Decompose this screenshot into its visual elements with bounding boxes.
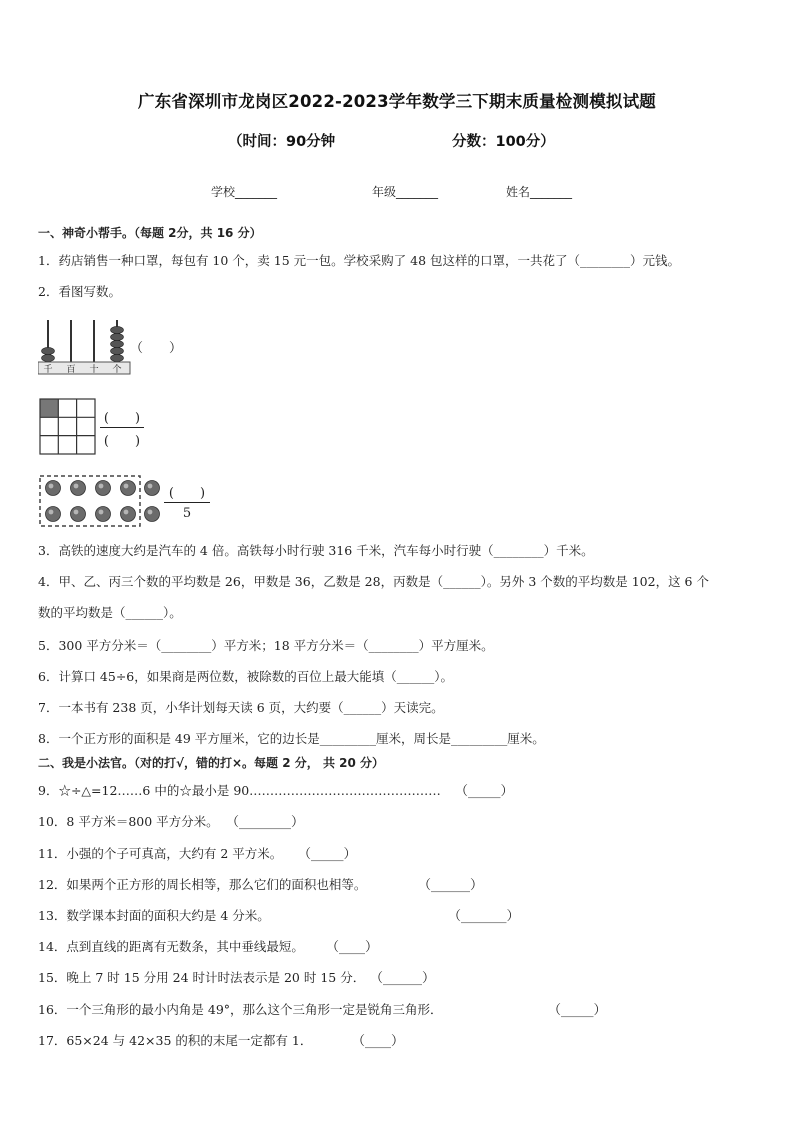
question-6: 6．计算口 45÷6，如果商是两位数，被除数的百位上最大能填（______）。 bbox=[38, 669, 454, 684]
section-2-heading: 二、我是小法官。（对的打√，错的打×。每题 2 分， 共 20 分） bbox=[38, 756, 384, 770]
time-label: （时间：90分钟 bbox=[228, 134, 336, 150]
question-9-answer[interactable]: （_____） bbox=[455, 784, 514, 799]
question-15: 15．晚上 7 时 15 分用 24 时计时法表示是 20 时 15 分． bbox=[38, 970, 366, 985]
page-title: 广东省深圳市龙岗区2022-2023学年数学三下期末质量检测模拟试题 bbox=[138, 92, 656, 111]
question-13-answer[interactable]: （_______） bbox=[448, 909, 520, 924]
abacus-bead bbox=[42, 354, 55, 361]
dot bbox=[121, 507, 136, 522]
abacus-bead bbox=[111, 340, 124, 347]
dots-figure bbox=[38, 474, 164, 528]
abacus-label-ones: 个 bbox=[112, 365, 122, 375]
dot bbox=[71, 481, 86, 496]
dot bbox=[46, 507, 61, 522]
abacus-label-tens: 十 bbox=[89, 365, 99, 375]
dot bbox=[145, 507, 160, 522]
dot bbox=[71, 507, 86, 522]
dots-denominator: 5 bbox=[182, 506, 192, 521]
dot-highlight bbox=[49, 484, 54, 489]
question-12: 12．如果两个正方形的周长相等，那么它们的面积也相等。 bbox=[38, 877, 367, 892]
abacus-figure bbox=[38, 316, 138, 376]
question-7: 7．一本书有 238 页，小华计划每天读 6 页，大约要（______）天读完。 bbox=[38, 700, 444, 715]
dot-highlight bbox=[74, 484, 79, 489]
abacus-label-hundreds: 百 bbox=[66, 365, 76, 375]
question-10: 10．8 平方米＝800 平方分米。 bbox=[38, 814, 219, 829]
question-16-answer[interactable]: （_____） bbox=[548, 1003, 607, 1018]
question-12-answer[interactable]: （______） bbox=[418, 878, 484, 893]
question-1: 1．药店销售一种口罩，每包有 10 个，卖 15 元一包。学校采购了 48 包这样的口罩，一共花了（________）元钱。 bbox=[38, 253, 681, 268]
dot-highlight bbox=[148, 510, 153, 515]
abacus-label-thousands: 千 bbox=[43, 365, 53, 375]
grade-field[interactable]: 年级_______ bbox=[372, 185, 439, 199]
grid-fraction-bar bbox=[100, 427, 144, 428]
question-8: 8．一个正方形的面积是 49 平方厘米，它的边长是_________厘米，周长是_________厘米。 bbox=[38, 731, 545, 746]
question-14-answer[interactable]: （____） bbox=[326, 940, 379, 955]
dot-highlight bbox=[49, 510, 54, 515]
score-label: 分数：100分） bbox=[452, 134, 555, 150]
question-13: 13．数学课本封面的面积大约是 4 分米。 bbox=[38, 908, 270, 923]
dot bbox=[96, 507, 111, 522]
question-10-answer[interactable]: （________） bbox=[226, 815, 305, 830]
dots-fraction-bar bbox=[164, 502, 210, 503]
dot-highlight bbox=[99, 484, 104, 489]
question-3: 3．高铁的速度大约是汽车的 4 倍。高铁每小时行驶 316 千米，汽车每小时行驶（________）千米。 bbox=[38, 543, 594, 558]
abacus-bead bbox=[42, 347, 55, 354]
question-14: 14．点到直线的距离有无数条，其中垂线最短。 bbox=[38, 939, 304, 954]
dot bbox=[46, 481, 61, 496]
question-9: 9．☆÷△=12……6 中的☆最小是 90.……………………………………… bbox=[38, 783, 441, 798]
abacus-beads bbox=[42, 326, 124, 361]
abacus-bead bbox=[111, 326, 124, 333]
question-17: 17．65×24 与 42×35 的积的末尾一定都有 1． bbox=[38, 1033, 313, 1048]
grid-figure bbox=[39, 398, 97, 456]
abacus-answer[interactable]: （ ） bbox=[130, 341, 183, 356]
question-16: 16．一个三角形的最小内角是 49°，那么这个三角形一定是锐角三角形． bbox=[38, 1002, 443, 1017]
question-2: 2．看图写数。 bbox=[38, 284, 121, 299]
question-11: 11．小强的个子可真高，大约有 2 平方米。 bbox=[38, 846, 283, 861]
abacus-bead bbox=[111, 354, 124, 361]
abacus-bead bbox=[111, 333, 124, 340]
dot bbox=[145, 481, 160, 496]
question-4-line-2: 数的平均数是（______）。 bbox=[38, 605, 182, 620]
question-5: 5．300 平方分米＝（________）平方米；18 平方分米＝（________）平方厘米。 bbox=[38, 638, 494, 653]
dot-highlight bbox=[124, 510, 129, 515]
abacus-bead bbox=[111, 347, 124, 354]
question-11-answer[interactable]: （_____） bbox=[298, 847, 357, 862]
name-field[interactable]: 姓名_______ bbox=[506, 185, 573, 199]
dots-group bbox=[46, 481, 160, 522]
question-4-line-1: 4．甲、乙、丙三个数的平均数是 26，甲数是 36，乙数是 28，丙数是（______）。另外 3 个数的平均数是 102，这 6 个 bbox=[38, 574, 709, 589]
dot bbox=[96, 481, 111, 496]
dot-highlight bbox=[74, 510, 79, 515]
section-1-heading: 一、神奇小帮手。（每题 2分，共 16 分） bbox=[38, 226, 262, 240]
school-field[interactable]: 学校_______ bbox=[211, 185, 278, 199]
grid-denominator[interactable]: ( ) bbox=[103, 434, 141, 449]
question-17-answer[interactable]: （____） bbox=[352, 1034, 405, 1049]
grid-numerator[interactable]: ( ) bbox=[103, 411, 141, 426]
abacus-rods bbox=[48, 320, 117, 364]
question-15-answer[interactable]: （______） bbox=[370, 971, 436, 986]
dot-highlight bbox=[148, 484, 153, 489]
dots-numerator[interactable]: ( ) bbox=[168, 486, 206, 501]
dot-highlight bbox=[124, 484, 129, 489]
grid-shaded-cell bbox=[40, 399, 58, 417]
dot-highlight bbox=[99, 510, 104, 515]
dot bbox=[121, 481, 136, 496]
